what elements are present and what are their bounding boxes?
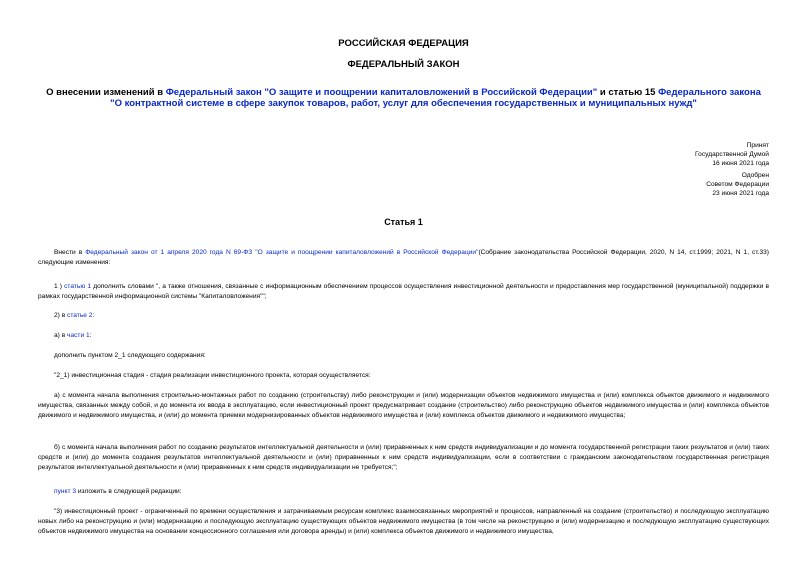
part-1-link[interactable]: части 1 (67, 332, 90, 339)
law-title (40, 87, 767, 109)
article-title: Статья 1 (384, 217, 423, 227)
article-1-link[interactable]: статью 1 (64, 283, 92, 290)
paragraph-add-2-1: дополнить пунктом 2_1 следующего содержания: (54, 352, 206, 359)
document-law-type-heading: ФЕДЕРАЛЬНЫЙ ЗАКОН (347, 59, 460, 70)
adoption-line: Принят (746, 142, 769, 149)
law-title-link-procurement[interactable]: Федерального закона "О контрактной системе в сфере закупок товаров, работ, услуг для обеспечения государственных и муниципальных нужд" (110, 87, 761, 109)
law-title-pre: О внесении изменений в (46, 87, 166, 98)
paragraph-2-1-b: б) с момента начала выполнения работ по созданию результатов интеллектуальной деятельности и (или) приравненных к ним средств индивидуализации и до момента государственной регистрации таких результатов и (или) таких средств и (или) до момента создания результатов интеллектуальной деятельности и (или) приравненных к ним средств индивидуализации, если в соответствии с гражданским законодательством государственная регистрация результатов интеллектуальной деятельности и (или) приравненных к ним средств индивидуализации не требуется;"; (38, 444, 769, 471)
approval-line: Советом Федерации (706, 181, 769, 188)
article-intro: Внести в Федеральный закон от 1 апреля 2020 года N 69-ФЗ "О защите и поощрении капиталовложений в Российской Федерации"(Собрание законодательства Российской Федерации, 2020, N 14, ст.1999; 2021, N 1, ст.33) следующие изменения: (38, 249, 770, 266)
adoption-date: 16 июня 2021 года (712, 160, 769, 167)
approval-date: 23 июня 2021 года (712, 190, 769, 197)
law-title-mid: и статью 15 (597, 87, 659, 98)
approval-line: Одобрен (741, 172, 769, 179)
adoption-line: Государственной Думой (695, 151, 769, 158)
article-2-link[interactable]: статье 2 (67, 312, 93, 319)
law-title-link-capital-investments[interactable]: Федеральный закон "О защите и поощрении капиталовложений в Российской Федерации" (165, 87, 598, 98)
document-country-heading: РОССИЙСКАЯ ФЕДЕРАЦИЯ (338, 38, 469, 49)
point-3-link[interactable]: пункт 3 (54, 488, 76, 495)
paragraph-2a: а) в части 1: (54, 332, 92, 339)
paragraph-1: 1 ) статью 1 дополнить словами ", а также отношения, связанные с информационным обеспечением процессов осуществления инвестиционной деятельности и предоставления мер государственной (муниципальной) поддержки в рамках государственной информационной системы "Капиталовложения""; (38, 283, 770, 300)
paragraph-2: 2) в статье 2: (54, 312, 95, 319)
paragraph-3-definition: "3) инвестиционный проект - ограниченный по времени осуществления и затрачиваемым ресурсам комплекс взаимосвязанных мероприятий и процессов, направленный на создание (строительство) и последующую эксплуатацию новых либо на реконструкцию и (или) модернизацию и последующую эксплуатацию существующих объектов недвижимого имущества (в том числе на реконструкцию и (или) модернизацию и последующую эксплуатацию существующих объектов недвижимого имущества на основании концессионного соглашения или договора аренды) и (или) комплекса объектов движимого и недвижимого имущества, (38, 508, 769, 535)
paragraph-2-1-a: а) с момента начала выполнения строительно-монтажных работ по созданию (строительству) либо реконструкции и (или) модернизации объектов недвижимого имущества и (или) комплекса объектов движимого и недвижимого имущества, связанных между собой, и до момента их ввода в эксплуатацию, если инвестиционный проект предусматривает создание (строительство) либо реконструкцию объектов недвижимого имущества и (или) комплекса объектов движимого и недвижимого имущества, и (или) до момента приемки модернизированных объектов недвижимого имущества и (или) комплекса объектов движимого и недвижимого имущества; (38, 392, 769, 419)
paragraph-point-3: пункт 3 изложить в следующей редакции: (54, 488, 182, 495)
paragraph-2-1: "2_1) инвестиционная стадия - стадия реализации инвестиционного проекта, которая осуществляется: (54, 372, 371, 379)
adoption-block (695, 141, 769, 198)
law-69fz-link[interactable]: Федеральный закон от 1 апреля 2020 года N 69-ФЗ "О защите и поощрении капиталовложений в Российской Федерации" (85, 249, 479, 256)
